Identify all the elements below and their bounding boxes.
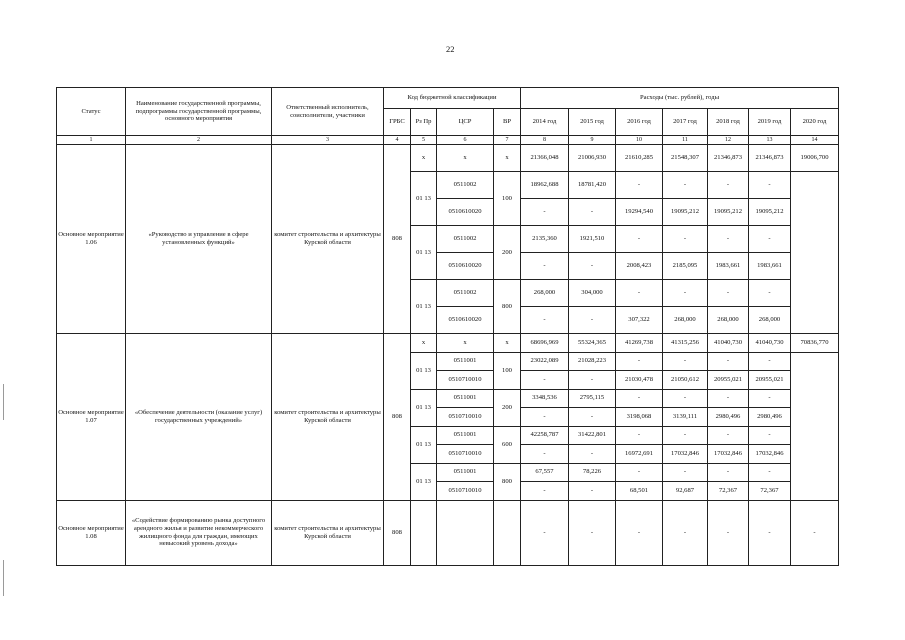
row-value: - xyxy=(521,199,569,226)
column-number: 7 xyxy=(494,136,521,145)
row-value: - xyxy=(663,463,708,482)
column-number: 6 xyxy=(437,136,494,145)
total-rzpr: х xyxy=(411,145,437,172)
header-program-name: Наименование государственной программы, подпрограммы государственной программы, основного мероприятия xyxy=(126,88,272,136)
row-value: 304,000 xyxy=(569,280,616,307)
column-number: 2 xyxy=(126,136,272,145)
measure-name: «Руководство и управление в сфере установленных функций» xyxy=(126,145,272,334)
measure-csr-empty xyxy=(437,500,494,565)
row-value: - xyxy=(663,500,708,565)
row-value: - xyxy=(749,280,791,307)
row-csr: 0510710010 xyxy=(437,408,494,427)
header-executor: Ответственный исполнитель, соисполнители, участники xyxy=(272,88,384,136)
row-csr: 0510710010 xyxy=(437,482,494,501)
measure-executor: комитет строительства и архитектуры Курской области xyxy=(272,500,384,565)
row-value: 17032,846 xyxy=(708,445,749,464)
row-value: 92,687 xyxy=(663,482,708,501)
header-vr: ВР xyxy=(494,109,521,136)
column-number: 12 xyxy=(708,136,749,145)
column-number: 1 xyxy=(57,136,126,145)
row-value: - xyxy=(749,463,791,482)
row-value: 19095,212 xyxy=(708,199,749,226)
measure-grbs: 808 xyxy=(384,500,411,565)
row-value: 72,367 xyxy=(749,482,791,501)
row-value: - xyxy=(663,426,708,445)
row-value: - xyxy=(663,352,708,371)
measure-name: «Содействие формированию рынка доступного арендного жилья и развитие некоммерческого жилищного фонда для граждан, имеющих невысокий уровень дохода» xyxy=(126,500,272,565)
budget-table xyxy=(56,87,839,566)
row-value: - xyxy=(663,226,708,253)
group-rzpr: 01 13 xyxy=(411,426,437,463)
row-value: - xyxy=(616,389,663,408)
row-value: 2135,360 xyxy=(521,226,569,253)
row-value: - xyxy=(708,500,749,565)
measure-status: Основное мероприятие 1.07 xyxy=(57,334,126,501)
row-value: - xyxy=(749,172,791,199)
row-value: 268,000 xyxy=(663,307,708,334)
group-vr: 100 xyxy=(494,172,521,226)
row-value: - xyxy=(708,226,749,253)
row-value: - xyxy=(708,463,749,482)
total-value: 41315,256 xyxy=(663,334,708,353)
row-value: 78,226 xyxy=(569,463,616,482)
column-number: 4 xyxy=(384,136,411,145)
column-number: 3 xyxy=(272,136,384,145)
row-value: - xyxy=(663,389,708,408)
row-value: 42258,787 xyxy=(521,426,569,445)
header-row xyxy=(57,88,839,109)
row-value: - xyxy=(569,500,616,565)
row-value: 72,367 xyxy=(708,482,749,501)
row-value: - xyxy=(708,426,749,445)
row-value: - xyxy=(708,389,749,408)
header-year: 2015 год xyxy=(569,109,616,136)
measure-vr-empty xyxy=(494,500,521,565)
row-csr: 0510610020 xyxy=(437,307,494,334)
total-csr: х xyxy=(437,145,494,172)
total-value: 21610,285 xyxy=(616,145,663,172)
measure-rzpr-empty xyxy=(411,500,437,565)
total-value: 21366,048 xyxy=(521,145,569,172)
measure-status: Основное мероприятие 1.06 xyxy=(57,145,126,334)
scan-edge-mark xyxy=(3,560,4,596)
scan-edge-mark xyxy=(3,384,4,420)
total-value: 70836,770 xyxy=(791,334,839,353)
header-year: 2018 год xyxy=(708,109,749,136)
measure-grbs: 808 xyxy=(384,334,411,501)
row-value: 19294,540 xyxy=(616,199,663,226)
row-value: - xyxy=(569,253,616,280)
total-value: 41040,730 xyxy=(749,334,791,353)
row-value: 18962,688 xyxy=(521,172,569,199)
header-status: Статус xyxy=(57,88,126,136)
column-number-row xyxy=(57,136,839,145)
row-csr: 0511001 xyxy=(437,352,494,371)
row-value: 3348,536 xyxy=(521,389,569,408)
header-year: 2014 год xyxy=(521,109,569,136)
column-number: 5 xyxy=(411,136,437,145)
row-csr: 0511002 xyxy=(437,280,494,307)
row-value: - xyxy=(663,280,708,307)
row-value: - xyxy=(663,172,708,199)
group-vr: 600 xyxy=(494,426,521,463)
row-value: 17032,846 xyxy=(749,445,791,464)
row-value: - xyxy=(616,280,663,307)
measure-grbs: 808 xyxy=(384,145,411,334)
row-value: - xyxy=(749,226,791,253)
row-value: - xyxy=(521,482,569,501)
row-value: 2980,496 xyxy=(708,408,749,427)
column-number: 9 xyxy=(569,136,616,145)
column-number: 14 xyxy=(791,136,839,145)
row-value: 20955,021 xyxy=(708,371,749,390)
column-number: 10 xyxy=(616,136,663,145)
header-rzpr: Рз Пр xyxy=(411,109,437,136)
row-value: 20955,021 xyxy=(749,371,791,390)
value-2020-empty xyxy=(791,352,839,500)
row-value: - xyxy=(616,226,663,253)
measure-name: «Обеспечение деятельности (оказание услуг) государственных учреждений» xyxy=(126,334,272,501)
row-value: - xyxy=(749,389,791,408)
row-value: - xyxy=(569,408,616,427)
row-value: 19095,212 xyxy=(663,199,708,226)
row-value: 2008,423 xyxy=(616,253,663,280)
row-value: - xyxy=(616,172,663,199)
row-value: - xyxy=(521,371,569,390)
row-value: - xyxy=(708,352,749,371)
header-year: 2017 год xyxy=(663,109,708,136)
row-value: 1921,510 xyxy=(569,226,616,253)
column-number: 8 xyxy=(521,136,569,145)
group-rzpr: 01 13 xyxy=(411,172,437,226)
row-value: - xyxy=(569,199,616,226)
total-value: 68696,969 xyxy=(521,334,569,353)
total-value: 21346,873 xyxy=(708,145,749,172)
row-value: 1983,661 xyxy=(749,253,791,280)
header-budget-code: Код бюджетной классификации xyxy=(384,88,521,109)
row-value: 3139,111 xyxy=(663,408,708,427)
row-value: 268,000 xyxy=(708,307,749,334)
column-number: 11 xyxy=(663,136,708,145)
header-year: 2016 год xyxy=(616,109,663,136)
page-number: 22 xyxy=(446,44,455,54)
row-value: 2795,115 xyxy=(569,389,616,408)
group-rzpr: 01 13 xyxy=(411,226,437,280)
row-csr: 0511001 xyxy=(437,389,494,408)
row-value: - xyxy=(708,280,749,307)
row-csr: 0510710010 xyxy=(437,371,494,390)
row-value: 307,322 xyxy=(616,307,663,334)
row-value: 268,000 xyxy=(749,307,791,334)
total-value: 41269,738 xyxy=(616,334,663,353)
row-value: - xyxy=(616,463,663,482)
group-vr: 800 xyxy=(494,280,521,334)
total-value: 55324,365 xyxy=(569,334,616,353)
row-value: - xyxy=(569,445,616,464)
row-value: 68,501 xyxy=(616,482,663,501)
measure-row xyxy=(57,500,839,565)
header-expenses: Расходы (тыс. рублей), годы xyxy=(521,88,839,109)
total-rzpr: х xyxy=(411,334,437,353)
row-value: 21050,612 xyxy=(663,371,708,390)
row-value: - xyxy=(569,371,616,390)
row-value: 3198,068 xyxy=(616,408,663,427)
measure-total-row xyxy=(57,145,839,172)
row-csr: 0510710010 xyxy=(437,445,494,464)
row-value: 23022,089 xyxy=(521,352,569,371)
row-value: 31422,801 xyxy=(569,426,616,445)
row-value: - xyxy=(749,426,791,445)
row-value: 18781,420 xyxy=(569,172,616,199)
total-vr: х xyxy=(494,145,521,172)
group-vr: 800 xyxy=(494,463,521,500)
row-value: - xyxy=(521,253,569,280)
group-rzpr: 01 13 xyxy=(411,352,437,389)
row-value: 21030,478 xyxy=(616,371,663,390)
header-grbs: ГРБС xyxy=(384,109,411,136)
row-value: - xyxy=(521,500,569,565)
row-value: - xyxy=(521,445,569,464)
row-csr: 0511002 xyxy=(437,226,494,253)
group-rzpr: 01 13 xyxy=(411,389,437,426)
row-value: - xyxy=(521,307,569,334)
row-value: 2185,095 xyxy=(663,253,708,280)
measure-executor: комитет строительства и архитектуры Курской области xyxy=(272,334,384,501)
total-value: 19006,700 xyxy=(791,145,839,172)
row-value: - xyxy=(749,352,791,371)
row-csr: 0511002 xyxy=(437,172,494,199)
row-value: - xyxy=(616,426,663,445)
measure-status: Основное мероприятие 1.08 xyxy=(57,500,126,565)
row-value: - xyxy=(708,172,749,199)
row-value: 17032,846 xyxy=(663,445,708,464)
measure-total-row xyxy=(57,334,839,353)
row-value: 268,000 xyxy=(521,280,569,307)
group-vr: 100 xyxy=(494,352,521,389)
row-value: - xyxy=(569,482,616,501)
row-value: - xyxy=(791,500,839,565)
measure-executor: комитет строительства и архитектуры Курской области xyxy=(272,145,384,334)
value-2020-empty xyxy=(791,172,839,334)
row-csr: 0510610020 xyxy=(437,199,494,226)
column-number: 13 xyxy=(749,136,791,145)
row-csr: 0511001 xyxy=(437,426,494,445)
row-value: 67,557 xyxy=(521,463,569,482)
total-value: 21548,307 xyxy=(663,145,708,172)
row-value: 2980,496 xyxy=(749,408,791,427)
total-vr: х xyxy=(494,334,521,353)
header-year: 2020 год xyxy=(791,109,839,136)
row-value: - xyxy=(521,408,569,427)
group-vr: 200 xyxy=(494,226,521,280)
row-value: 1983,661 xyxy=(708,253,749,280)
row-value: 21028,223 xyxy=(569,352,616,371)
total-csr: х xyxy=(437,334,494,353)
total-value: 41040,730 xyxy=(708,334,749,353)
row-csr: 0510610020 xyxy=(437,253,494,280)
total-value: 21346,873 xyxy=(749,145,791,172)
row-value: - xyxy=(616,352,663,371)
row-value: 16972,691 xyxy=(616,445,663,464)
row-value: - xyxy=(749,500,791,565)
group-rzpr: 01 13 xyxy=(411,463,437,500)
header-csr: ЦСР xyxy=(437,109,494,136)
row-value: 19095,212 xyxy=(749,199,791,226)
row-csr: 0511001 xyxy=(437,463,494,482)
total-value: 21006,930 xyxy=(569,145,616,172)
row-value: - xyxy=(569,307,616,334)
header-year: 2019 год xyxy=(749,109,791,136)
group-vr: 200 xyxy=(494,389,521,426)
row-value: - xyxy=(616,500,663,565)
group-rzpr: 01 13 xyxy=(411,280,437,334)
